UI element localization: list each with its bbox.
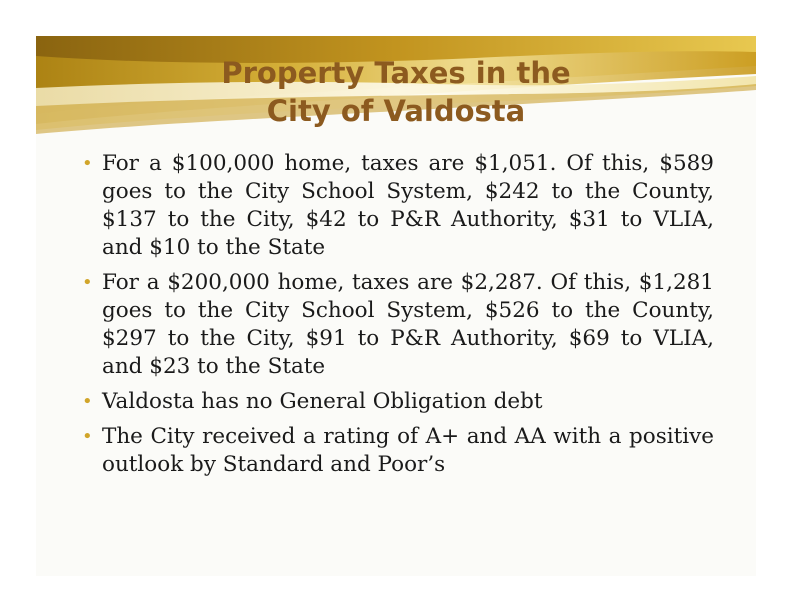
list-item-text: For a $100,000 home, taxes are $1,051. Of this, $589 goes to the City School System, $242 to the County, $137 to the City, $42 to P&R Authority, $31 to VLIA, and $10 to the State [102,151,714,260]
list-item [82,150,714,262]
title-line-1: Property Taxes in the [221,56,571,90]
list-item-text: For a $200,000 home, taxes are $2,287. Of this, $1,281 goes to the City School System, $526 to the County, $297 to the City, $91 to P&R Authority, $69 to VLIA, and $23 to the State [102,270,714,379]
title-line-2: City of Valdosta [266,94,526,128]
bullet-list [82,150,714,486]
list-item-text: The City received a rating of A+ and AA with a positive outlook by Standard and Poor’s [102,424,714,477]
slide-title [36,54,756,130]
list-item [82,423,714,479]
bullet-icon: • [82,391,93,412]
bullet-icon: • [82,272,93,293]
list-item [82,388,714,416]
bullet-icon: • [82,426,93,447]
slide [36,36,756,576]
list-item-text: Valdosta has no General Obligation debt [102,389,543,414]
bullet-icon: • [82,153,93,174]
list-item [82,269,714,381]
